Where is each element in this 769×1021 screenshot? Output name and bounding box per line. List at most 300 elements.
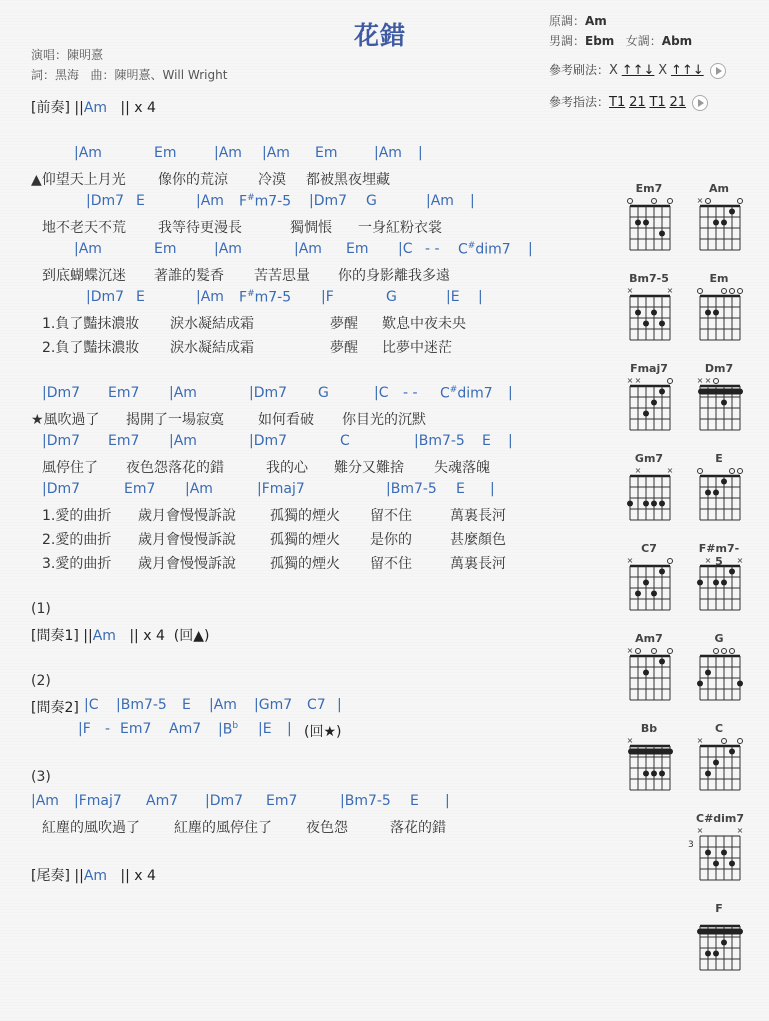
repeat-count: x 4 <box>134 868 156 884</box>
chord-diagram-name: C#dim7 <box>696 812 745 825</box>
chord: |C <box>398 241 413 257</box>
finger-dot <box>721 940 727 946</box>
chord: |Am <box>196 193 224 209</box>
repeat-count: x 4 <box>143 628 165 644</box>
lyric: 紅塵的風停住了 <box>174 820 272 836</box>
chord-diagram-name: Em <box>709 272 729 285</box>
chord: F#m7-5 <box>239 193 292 210</box>
chord: | <box>287 721 292 737</box>
chord: |Bm7-5 <box>414 433 465 449</box>
finger-dot <box>729 209 735 215</box>
barre <box>698 929 742 935</box>
intro-label: [前奏] <box>31 100 70 116</box>
lyric: 夢醒 <box>330 340 358 356</box>
chord: |Bm7-5 <box>116 697 167 713</box>
chord: C <box>340 433 350 449</box>
finger-dot <box>721 479 727 485</box>
chord: Em7 <box>108 385 140 401</box>
finger-dot <box>651 771 657 777</box>
intro-line <box>31 97 156 117</box>
muted-marker: × <box>634 466 642 475</box>
chord-diagram-name: E <box>715 452 723 465</box>
finger-dot <box>643 670 649 676</box>
lyric: 失魂落魄 <box>434 460 490 476</box>
chord: Am <box>83 868 108 884</box>
open-marker <box>706 199 711 204</box>
chord: Am7 <box>169 721 202 737</box>
chord-grid <box>696 914 744 972</box>
chord: |Dm7 <box>86 289 125 305</box>
lyric: 孤獨的煙火 <box>270 508 340 524</box>
lyric: 歲月會慢慢訴說 <box>138 508 236 524</box>
open-marker <box>730 469 735 474</box>
singer-label: 演唱： <box>31 48 68 62</box>
chord: - <box>105 721 111 737</box>
open-marker <box>722 289 727 294</box>
section-number: (2) <box>31 673 51 689</box>
chord-diagram-name: Gm7 <box>634 452 664 465</box>
pick-step: 21 <box>629 95 646 110</box>
lyric: 1.負了豔抹濃妝 <box>42 316 140 332</box>
male-key-label: 男調： <box>549 34 586 48</box>
composer-label: 曲： <box>90 68 115 82</box>
open-marker <box>668 379 673 384</box>
chord: |Am <box>262 145 290 161</box>
chord: |Dm7 <box>249 385 288 401</box>
song-title: 花錯 <box>354 21 407 50</box>
lyric: 像你的荒涼 <box>158 172 228 188</box>
chord: |Dm7 <box>309 193 348 209</box>
bar-sign: || <box>120 868 130 884</box>
chord-grid <box>696 644 744 702</box>
chord: |F <box>78 721 91 737</box>
chord: |Am <box>185 481 213 497</box>
section-number: (3) <box>31 769 51 785</box>
chord-grid <box>696 374 744 432</box>
pick-step: T1 <box>649 95 666 110</box>
finger-dot <box>697 580 703 586</box>
chord: | <box>445 793 450 809</box>
chord: |Am <box>169 385 197 401</box>
chord: |E <box>446 289 460 305</box>
chord: | <box>478 289 483 305</box>
finger-dot <box>729 861 735 867</box>
finger-dot <box>643 220 649 226</box>
lyric: 留不住 <box>370 556 412 572</box>
finger-dot <box>729 569 735 575</box>
muted-marker: × <box>696 826 704 835</box>
chord: |F <box>321 289 334 305</box>
chord-diagram-name: C <box>714 722 724 735</box>
open-marker <box>730 649 735 654</box>
chord-grid <box>626 554 674 612</box>
muted-marker: × <box>704 376 712 385</box>
lyric: 歲月會慢慢訴說 <box>138 532 236 548</box>
chord: |Am <box>169 433 197 449</box>
lyric: 淚水凝結成霜 <box>170 316 254 332</box>
chord: Em7 <box>124 481 156 497</box>
open-marker <box>652 649 657 654</box>
finger-dot <box>659 659 665 665</box>
fret-number: 3 <box>688 840 694 850</box>
chord: |Am <box>196 289 224 305</box>
chord: |Am <box>214 241 242 257</box>
pick-step: 21 <box>669 95 687 110</box>
chord: Em7 <box>108 433 140 449</box>
lyric: 歲月會慢慢訴說 <box>138 556 236 572</box>
chord: |Am <box>214 145 242 161</box>
finger-dot <box>705 490 711 496</box>
chord: C#dim7 <box>440 385 493 402</box>
chord-grid <box>626 464 674 522</box>
finger-dot <box>705 951 711 957</box>
finger-dot <box>635 310 641 316</box>
chord: Em7 <box>266 793 298 809</box>
chord-grid <box>626 734 674 792</box>
chord: |Dm7 <box>42 481 81 497</box>
lyricist-name: 黑海 <box>55 68 80 82</box>
chord-grid <box>626 374 674 432</box>
chord-grid <box>696 554 744 612</box>
singer-name: 陳明憙 <box>67 48 104 62</box>
chord: Em <box>154 241 177 257</box>
finger-dot <box>721 580 727 586</box>
female-key-value: Abm <box>661 34 693 48</box>
muted-marker: × <box>666 286 674 295</box>
chord: |Fmaj7 <box>257 481 305 497</box>
chord: Em7 <box>120 721 152 737</box>
chord: G <box>366 193 377 209</box>
lyric: 比夢中迷茫 <box>382 340 452 356</box>
lyric: 孤獨的煙火 <box>270 532 340 548</box>
lyric: 揭開了一場寂寞 <box>126 412 224 428</box>
chord: Em <box>346 241 369 257</box>
chord: |E <box>258 721 272 737</box>
chord: |C <box>374 385 389 401</box>
lyric: 都被黑夜埋藏 <box>306 172 390 188</box>
bar-sign: || <box>74 868 84 884</box>
finger-dot <box>667 749 673 755</box>
chord-diagram-name: Am7 <box>635 632 663 645</box>
chord: C#dim7 <box>458 241 511 258</box>
chord-diagram-name: C7 <box>641 542 657 555</box>
chord: E <box>410 793 419 809</box>
finger-dot <box>643 321 649 327</box>
outro-line <box>31 865 156 885</box>
finger-dot <box>713 861 719 867</box>
chord: | <box>508 433 513 449</box>
finger-dot <box>635 591 641 597</box>
open-marker <box>698 289 703 294</box>
finger-dot <box>713 951 719 957</box>
male-key-value: Ebm <box>585 34 615 48</box>
chord: F#m7-5 <box>239 289 292 306</box>
chord-diagram-name: Em7 <box>635 182 663 195</box>
chord: Am <box>83 100 108 116</box>
finger-dot <box>737 929 743 935</box>
barre <box>698 389 742 395</box>
finger-dot <box>697 681 703 687</box>
finger-dot <box>627 501 633 507</box>
original-key-value: Am <box>585 14 607 28</box>
original-key-label: 原調： <box>549 14 586 28</box>
male-female-key <box>549 32 692 49</box>
chord: | <box>490 481 495 497</box>
open-marker <box>714 379 719 384</box>
finger-dot <box>705 310 711 316</box>
muted-marker: × <box>634 376 642 385</box>
lyric: 地不老天不荒 <box>42 220 126 236</box>
chord: |Gm7 <box>254 697 293 713</box>
lyric: 夜色怨 <box>306 820 348 836</box>
open-marker <box>738 739 743 744</box>
finger-dot <box>713 580 719 586</box>
chord-grid <box>626 194 674 252</box>
chord: G <box>386 289 397 305</box>
finger-dot <box>659 569 665 575</box>
lyricist-label: 詞： <box>31 68 56 82</box>
play-pick-icon[interactable] <box>692 95 708 111</box>
open-marker <box>738 469 743 474</box>
chord: | <box>470 193 475 209</box>
finger-dot <box>705 850 711 856</box>
chord: $|B^b$ <box>218 721 239 738</box>
chord: Am <box>92 628 116 644</box>
lyric: 萬裏長河 <box>450 556 506 572</box>
chord: E <box>182 697 191 713</box>
lyric: 難分又難捨 <box>334 460 404 476</box>
lyric: ▲仰望天上月光 <box>31 172 126 188</box>
finger-dot <box>721 220 727 226</box>
barre <box>628 749 672 755</box>
finger-dot <box>635 749 641 755</box>
chord: E <box>136 289 145 305</box>
lyric: 夢醒 <box>330 316 358 332</box>
chord: |Am <box>31 793 59 809</box>
finger-dot <box>651 501 657 507</box>
chord: E <box>456 481 465 497</box>
muted-marker: × <box>626 556 634 565</box>
lyric: 如何看破 <box>258 412 314 428</box>
finger-dot <box>721 400 727 406</box>
chord: |Am <box>74 145 102 161</box>
interlude2-label: [間奏2] <box>31 700 79 716</box>
chord-diagram-name: Am <box>709 182 729 195</box>
finger-dot <box>643 580 649 586</box>
open-marker <box>714 649 719 654</box>
finger-dot <box>643 501 649 507</box>
chord: |Am <box>294 241 322 257</box>
lyric: 3.愛的曲折 <box>42 556 112 572</box>
finger-dot <box>737 681 743 687</box>
open-marker <box>730 289 735 294</box>
chord: |C <box>84 697 99 713</box>
lyric: 歎息中夜未央 <box>382 316 466 332</box>
finger-dot <box>659 231 665 237</box>
singer-credit <box>31 46 103 63</box>
finger-dot <box>729 929 735 935</box>
lyric: 冷漠 <box>258 172 286 188</box>
muted-marker: × <box>736 556 744 565</box>
chord-grid <box>626 644 674 702</box>
open-marker <box>668 649 673 654</box>
interlude1-line <box>31 625 209 645</box>
chord-diagram-name: Bm7-5 <box>629 272 669 285</box>
outro-label: [尾奏] <box>31 868 70 884</box>
lyric: 獨惆悵 <box>290 220 332 236</box>
play-strum-icon[interactable] <box>710 63 726 79</box>
open-marker <box>738 199 743 204</box>
chord: Em <box>154 145 177 161</box>
finger-dot <box>643 411 649 417</box>
open-marker <box>636 649 641 654</box>
chord: | <box>508 385 513 401</box>
lyric: 2.負了豔抹濃妝 <box>42 340 140 356</box>
open-marker <box>722 649 727 654</box>
finger-dot <box>721 850 727 856</box>
writer-credit <box>31 66 227 83</box>
chord: E <box>482 433 491 449</box>
finger-dot <box>705 771 711 777</box>
open-marker <box>668 199 673 204</box>
chord: |Dm7 <box>205 793 244 809</box>
strum-step: X <box>658 63 668 78</box>
chord: E <box>136 193 145 209</box>
original-key <box>549 12 607 29</box>
chord: - - <box>403 385 418 401</box>
composer-name: 陳明憙、Will Wright <box>114 68 228 82</box>
lyric: 你目光的沉默 <box>342 412 426 428</box>
chord-diagram-name: Dm7 <box>704 362 734 375</box>
lyric: 留不住 <box>370 508 412 524</box>
bar-sign: || <box>74 100 84 116</box>
chord: Em <box>315 145 338 161</box>
chord-grid <box>696 194 744 252</box>
finger-dot <box>713 490 719 496</box>
chord-grid <box>696 734 744 792</box>
muted-marker: × <box>696 736 704 745</box>
chord: |Fmaj7 <box>74 793 122 809</box>
finger-dot <box>729 749 735 755</box>
return-marker: (回★) <box>304 724 342 740</box>
chord: |Am <box>74 241 102 257</box>
finger-dot <box>643 771 649 777</box>
lyric: 苦苦思量 <box>254 268 310 284</box>
chord-grid <box>696 464 744 522</box>
lyric: 你的身影離我多遠 <box>338 268 450 284</box>
strum-step: X <box>609 63 618 78</box>
chord: |Dm7 <box>42 385 81 401</box>
muted-marker: × <box>626 286 634 295</box>
strum-label: 參考刷法： <box>549 63 610 77</box>
open-marker <box>652 199 657 204</box>
lyric: 我的心 <box>266 460 308 476</box>
lyric: 淚水凝結成霜 <box>170 340 254 356</box>
lyric: 甚麼顏色 <box>450 532 506 548</box>
lyric: 萬裏長河 <box>450 508 506 524</box>
chord: |Dm7 <box>86 193 125 209</box>
muted-marker: × <box>696 196 704 205</box>
chord: |Dm7 <box>42 433 81 449</box>
lyric: 到底蝴蝶沉迷 <box>42 268 126 284</box>
bar-sign: || <box>83 628 93 644</box>
muted-marker: × <box>736 826 744 835</box>
chord: | <box>337 697 342 713</box>
lyric: 落花的錯 <box>390 820 446 836</box>
finger-dot <box>713 760 719 766</box>
interlude1-label: [間奏1] <box>31 628 79 644</box>
finger-dot <box>659 501 665 507</box>
lyric: 是你的 <box>370 532 412 548</box>
female-key-label: 女調： <box>625 34 662 48</box>
finger-dot <box>729 389 735 395</box>
open-marker <box>628 199 633 204</box>
lyric: 孤獨的煙火 <box>270 556 340 572</box>
chord: |Am <box>209 697 237 713</box>
finger-dot <box>705 670 711 676</box>
finger-dot <box>635 220 641 226</box>
strum-pattern <box>549 61 726 79</box>
lyric: 2.愛的曲折 <box>42 532 112 548</box>
muted-marker: × <box>696 376 704 385</box>
chord: |Am <box>374 145 402 161</box>
repeat-count: x 4 <box>134 100 156 116</box>
chord: G <box>318 385 329 401</box>
lyric: 一身紅粉衣裳 <box>358 220 442 236</box>
lyric: 風停住了 <box>42 460 98 476</box>
chord: | <box>528 241 533 257</box>
chord: | <box>418 145 423 161</box>
chord-grid <box>696 284 744 342</box>
strum-step: ↑↑↓ <box>621 63 655 78</box>
chord: |Am <box>426 193 454 209</box>
muted-marker: × <box>666 466 674 475</box>
open-marker <box>698 469 703 474</box>
lyric: 1.愛的曲折 <box>42 508 112 524</box>
chord-diagram-name: Fmaj7 <box>630 362 668 375</box>
finger-dot <box>651 310 657 316</box>
return-marker: (回▲) <box>173 628 210 644</box>
chord-diagram-name: F <box>715 902 723 915</box>
chord-grid <box>626 284 674 342</box>
finger-dot <box>659 321 665 327</box>
lyric: 夜色怨落花的錯 <box>126 460 224 476</box>
chord: |Bm7-5 <box>340 793 391 809</box>
strum-step: ↑↑↓ <box>671 63 704 78</box>
section-number: (1) <box>31 601 51 617</box>
muted-marker: × <box>626 376 634 385</box>
open-marker <box>738 289 743 294</box>
bar-sign: || <box>120 100 130 116</box>
chord: |Bm7-5 <box>386 481 437 497</box>
chord: - - <box>425 241 440 257</box>
pick-label: 參考指法： <box>549 95 610 109</box>
bar-sign: || <box>129 628 139 644</box>
muted-marker: × <box>704 556 712 565</box>
finger-dot <box>659 389 665 395</box>
chord: |Dm7 <box>249 433 288 449</box>
chord-grid <box>696 824 744 882</box>
open-marker <box>722 739 727 744</box>
chord-diagram-name: F#m7-5 <box>698 542 740 568</box>
pick-step: T1 <box>609 95 626 110</box>
open-marker <box>668 559 673 564</box>
finger-dot <box>651 400 657 406</box>
chord-diagram-name: Bb <box>640 722 658 735</box>
finger-dot <box>713 220 719 226</box>
finger-dot <box>697 929 703 935</box>
lyric: 著誰的髮香 <box>154 268 224 284</box>
